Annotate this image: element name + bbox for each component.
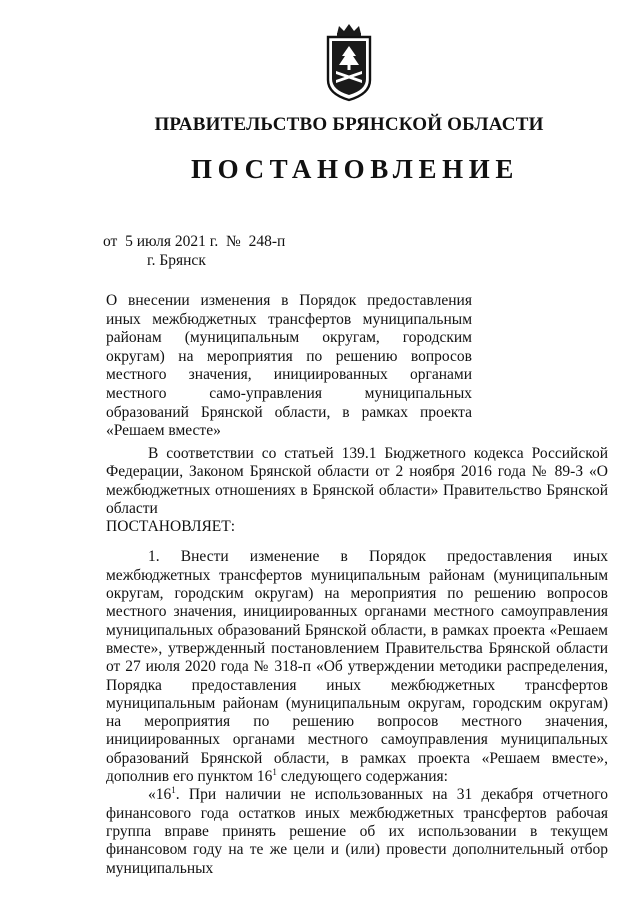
document-body <box>106 445 608 878</box>
item-1-paragraph <box>106 548 608 786</box>
quote-open: «16 <box>148 786 172 804</box>
quote-superscript: 1 <box>171 785 176 796</box>
item-1-text: 1. Внести изменение в Порядок предоставления иных межбюджетных трансфертов муниципальным районам (муниципальным округам, городским округам) на мероприятия по решению вопросов местного значения, инициированных органами местного самоуправления муниципальных образований Брянской области, в рамках проекта «Решаем вместе», утвержденный постановлением Правительства Брянской области от 27 июля 2020 года № 318-п «Об утверждении методики распределения, Порядка предоставления иных межбюджетных трансфертов муниципальным районам (муниципальным округам, городским округам) на мероприятия по решению вопросов местного значения, инициированных органами местного самоуправления муниципальных образований Брянской области, в рамках проекта «Решаем вместе», дополнив его пунктом 16 <box>106 548 608 786</box>
government-name: ПРАВИТЕЛЬСТВО БРЯНСКОЙ ОБЛАСТИ <box>154 114 544 135</box>
quoted-paragraph <box>106 786 608 877</box>
quote-text: . При наличии не использованных на 31 декабря отчетного финансового года остатков иных межбюджетных трансфертов рабочая группа вправе принять решение об их использовании в текущем финансовом году на те же цели и (или) провести дополнительный отбор муниципальных <box>106 786 608 877</box>
document-type: ПОСТАНОВЛЕНИЕ <box>191 154 519 184</box>
city: г. Брянск <box>147 252 206 269</box>
date-number: от 5 июля 2021 г. № 248-п <box>103 233 286 250</box>
preamble-paragraph: В соответствии со статьей 139.1 Бюджетного кодекса Российской Федерации, Законом Брянской области от 2 ноября 2016 года № 89-З «О межбюджетных отношениях в Брянской области» Правительство Брянской области <box>106 445 608 517</box>
document-meta <box>103 232 285 270</box>
item-1-superscript: 1 <box>272 767 277 778</box>
bryansk-coat-of-arms-icon <box>323 22 375 102</box>
subject-heading: О внесении изменения в Порядок предоставления иных межбюджетных трансфертов муниципальным районам (муниципальным округам, городским округам) на мероприятия по решению вопросов местного значения, инициированных органами местного само-управления муниципальных образований Брянской области, в рамках проекта «Решаем вместе» <box>106 292 472 440</box>
resolves-label: ПОСТАНОВЛЯЕТ: <box>106 518 236 536</box>
item-1-end: следующего содержания: <box>276 768 448 786</box>
